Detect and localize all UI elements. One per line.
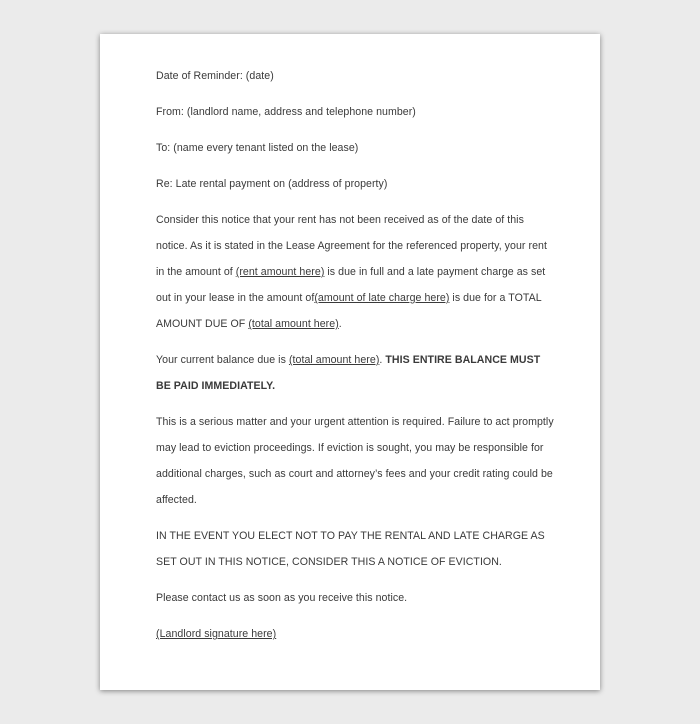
document-page (100, 34, 600, 690)
from-line: From: (landlord name, address and telephone number) (156, 106, 416, 118)
balance-emphasis: THIS ENTIRE BALANCE MUST BE PAID IMMEDIATELY. (156, 354, 541, 392)
contact-paragraph: Please contact us as soon as you receive this notice. (156, 592, 408, 604)
reminder-date-line: Date of Reminder: (date) (156, 70, 274, 82)
notice-paragraph (156, 207, 556, 337)
total-amount-placeholder: (total amount here) (248, 318, 339, 330)
balance-text-2: . (379, 354, 386, 366)
subject-line: Re: Late rental payment on (address of property) (156, 178, 388, 190)
notice-text-3: is due for a TOTAL AMOUNT DUE OF (156, 292, 542, 330)
letter-body (156, 63, 556, 657)
rent-amount-placeholder: (rent amount here) (235, 266, 325, 278)
signature-placeholder: (Landlord signature here) (156, 628, 277, 640)
serious-matter-paragraph: This is a serious matter and your urgent attention is required. Failure to act promptly may lead to eviction proceedings. If eviction is sought, you may be responsible for additional charges, such as court and attorney’s fees and your credit rating could be affected. (156, 416, 554, 506)
notice-text-4: . (338, 318, 342, 330)
notice-text-1: Consider this notice that your rent has not been received as of the date of this notice. As it is stated in the Lease Agreement for the referenced property, your rent in the amount of (156, 214, 547, 278)
late-charge-placeholder: (amount of late charge here) (314, 292, 450, 304)
notice-text-2: is due in full and a late payment charge as set out in your lease in the amount of (156, 266, 546, 304)
eviction-warning-paragraph: IN THE EVENT YOU ELECT NOT TO PAY THE RENTAL AND LATE CHARGE AS SET OUT IN THIS NOTICE, CONSIDER THIS A NOTICE OF EVICTION. (156, 530, 545, 568)
to-line: To: (name every tenant listed on the lease) (156, 142, 359, 154)
balance-text-1: Your current balance due is (156, 354, 289, 366)
balance-paragraph (156, 347, 556, 399)
balance-total-placeholder: (total amount here) (288, 354, 380, 366)
